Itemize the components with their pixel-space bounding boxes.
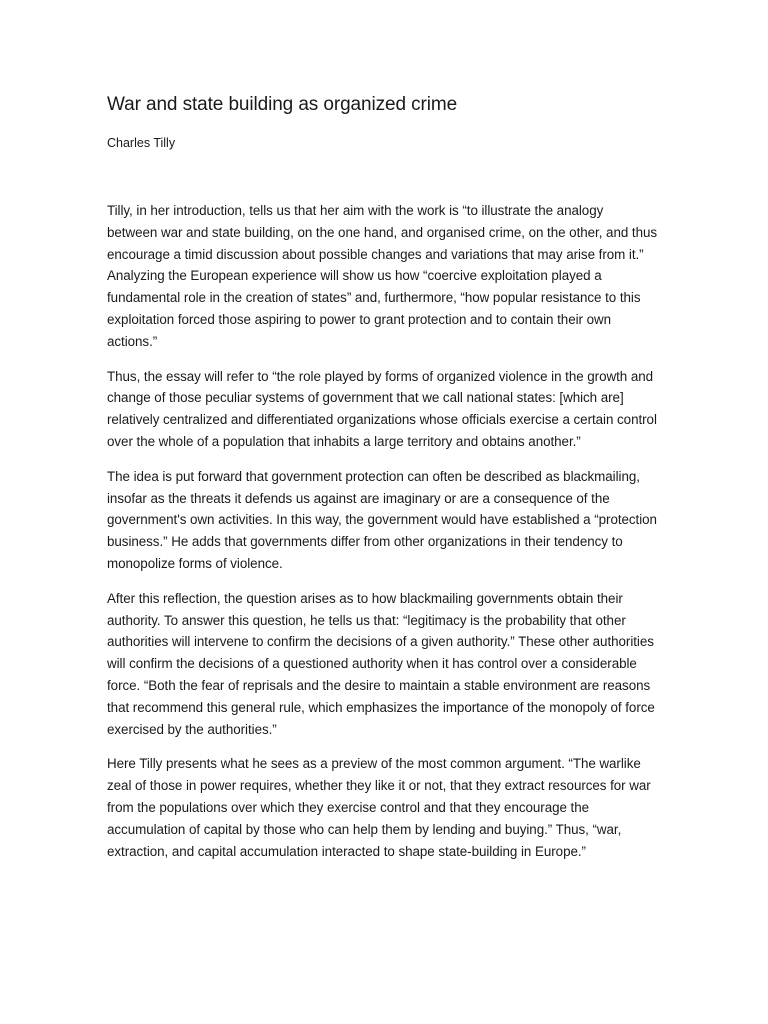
document-title: War and state building as organized crime — [107, 94, 458, 115]
paragraph-3: The idea is put forward that government protection can often be described as blackmailing, insofar as the threats it defends us against are imaginary or are a consequence of the government's own activities. In this way, the government would have established a “protection business.” He adds that governments differ from other organizations in their tendency to monopolize forms of violence. — [107, 468, 657, 571]
document-author: Charles Tilly — [107, 136, 176, 150]
paragraph-2: Thus, the essay will refer to “the role played by forms of organized violence in the growth and change of those peculiar systems of government that we call national states: [which are] relatively centralized and differentiated organizations whose officials exercise a certain control over the whole of a population that inhabits a large territory and obtains another.” — [107, 368, 657, 449]
paragraph-4: After this reflection, the question arises as to how blackmailing governments obtain their authority. To answer this question, he tells us that: “legitimacy is the probability that other authorities will intervene to confirm the decisions of a given authority.” These other authorities will confirm the decisions of a questioned authority when it has control over a considerable force. “Both the fear of reprisals and the desire to maintain a stable environment are reasons that recommend this general rule, which emphasizes the importance of the monopoly of force exercised by the authorities.” — [107, 590, 655, 737]
paragraph-5: Here Tilly presents what he sees as a preview of the most common argument. “The warlike zeal of those in power requires, whether they like it or not, that they extract resources for war from the populations over which they exercise control and that they encourage the accumulation of capital by those who can help them by lending and buying.” Thus, “war, extraction, and capital accumulation interacted to shape state-building in Europe.” — [107, 756, 651, 859]
document-page — [107, 92, 657, 875]
paragraph-1: Tilly, in her introduction, tells us that her aim with the work is “to illustrate the analogy between war and state building, on the one hand, and organised crime, on the other, and thus encourage a timid discussion about possible changes and variations that may arise from it.” Analyzing the European experience will show us how “coercive exploitation played a fundamental role in the creation of states” and, furthermore, “how popular resistance to this exploitation forced those aspiring to power to grant protection and to contain their own actions.” — [107, 203, 658, 349]
